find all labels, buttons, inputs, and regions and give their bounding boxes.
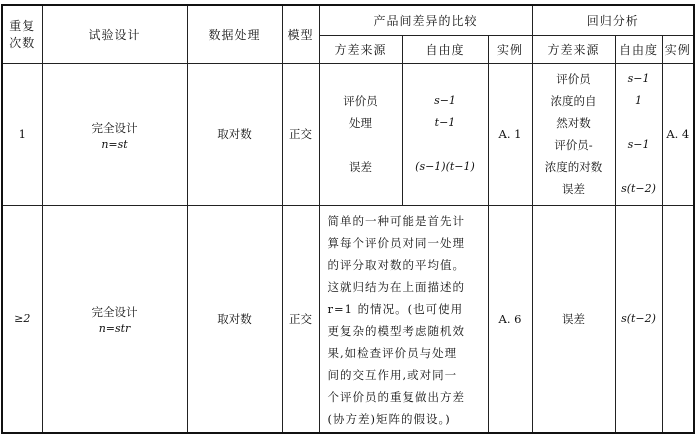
model-cell: 正交 — [282, 205, 319, 433]
header-data-processing: 数据处理 — [187, 5, 282, 63]
comparison-note-cell: 简单的一种可能是首先计 算每个评价员对同一处理 的评分取对数的平均值。 这就归结为在上面描述的 r=1 的情况。(也可使用 更复杂的模型考虑随机效 果,如检查评价员与处理 间的交互作用,或对同一 个评价员的重复做出方差 (协方差)矩阵的假设。) — [319, 205, 488, 433]
regression-sources-cell: 评价员 浓度的自 然对数 评价员- 浓度的对数 误差 — [532, 63, 615, 205]
regression-source-cell: 误差 — [532, 205, 615, 433]
table-row — [2, 63, 694, 205]
comparison-sources-cell: 评价员 处理 误差 — [319, 63, 402, 205]
header-regression-variance-source: 方差来源 — [532, 35, 615, 63]
comparison-df-cell: s−1 t−1 (s−1)(t−1) — [402, 63, 488, 205]
regression-df-cell: s−1 1 s−1 s(t−2) — [615, 63, 662, 205]
header-regression-example: 实例 — [662, 35, 694, 63]
comparison-example-cell: A. 6 — [488, 205, 532, 433]
header-product-comparison: 产品间差异的比较 — [319, 5, 532, 35]
repeat-count-cell: ≥2 — [2, 205, 42, 433]
repeat-count-cell: 1 — [2, 63, 42, 205]
model-cell: 正交 — [282, 63, 319, 205]
header-comparison-example: 实例 — [488, 35, 532, 63]
regression-example-cell: A. 4 — [662, 63, 694, 205]
header-repeat-count: 重复 次数 — [2, 5, 42, 63]
regression-df-cell: s(t−2) — [615, 205, 662, 433]
header-regression-df: 自由度 — [615, 35, 662, 63]
regression-example-cell — [662, 205, 694, 433]
processing-cell: 取对数 — [187, 205, 282, 433]
design-cell: 完全设计 n=str — [42, 205, 187, 433]
processing-cell: 取对数 — [187, 63, 282, 205]
header-experiment-design: 试验设计 — [42, 5, 187, 63]
table-row — [2, 205, 694, 433]
header-comparison-variance-source: 方差来源 — [319, 35, 402, 63]
header-regression-analysis: 回归分析 — [532, 5, 694, 35]
design-cell: 完全设计 n=st — [42, 63, 187, 205]
comparison-example-cell: A. 1 — [488, 63, 532, 205]
header-comparison-df: 自由度 — [402, 35, 488, 63]
header-model: 模型 — [282, 5, 319, 63]
experiment-design-table — [1, 4, 695, 434]
